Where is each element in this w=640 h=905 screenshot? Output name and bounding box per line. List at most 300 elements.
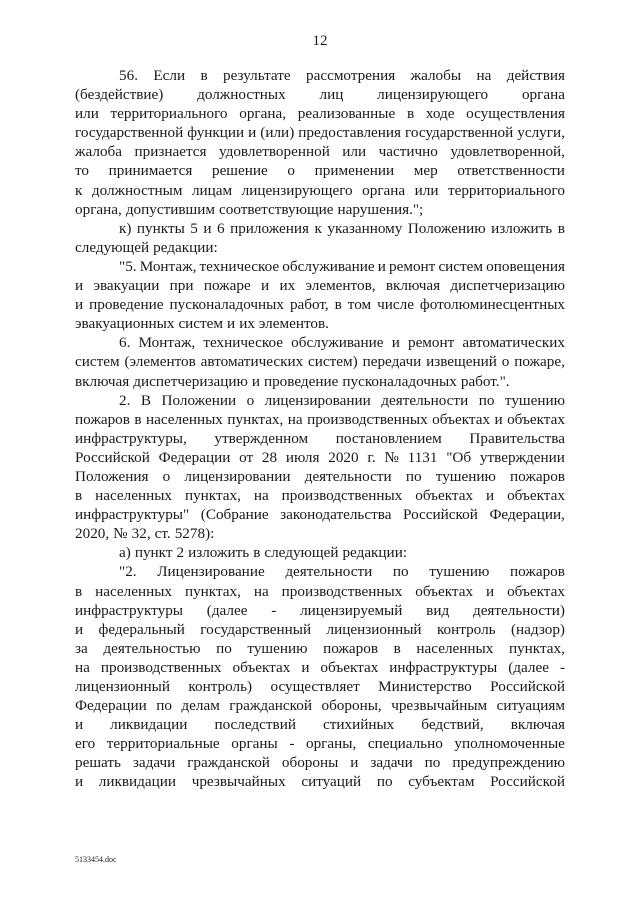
text-line (75, 620, 565, 639)
text-word: Российской (490, 678, 565, 695)
document-file-name: 5133454.doc (75, 855, 117, 864)
text-word: результате (223, 67, 291, 84)
text-line (75, 391, 565, 410)
text-word: органы, (305, 735, 357, 753)
text-word: на (253, 487, 269, 505)
text-word: по (478, 391, 495, 409)
text-word: 2020 (328, 448, 359, 466)
text-word: приложения (230, 219, 309, 237)
text-word: № (113, 525, 128, 543)
text-line (75, 658, 565, 677)
text-word: деятельности (285, 563, 373, 581)
text-word: пусконаладочных (342, 372, 457, 390)
text-word: решение (211, 162, 268, 180)
text-word: гражданской (229, 697, 313, 715)
text-word: и (203, 219, 212, 237)
text-word: органа, (239, 105, 287, 123)
text-word: инфраструктуры" (75, 506, 190, 524)
text-word: пожаре, (514, 353, 565, 371)
text-word: субъектам (408, 773, 475, 791)
text-word: 1131 (407, 448, 438, 466)
text-word: - (271, 601, 277, 619)
text-word: (надзор) (511, 620, 565, 638)
text-word: фотолюминесцентных (419, 296, 565, 314)
text-line (75, 200, 565, 219)
text-word: (Собрание (200, 506, 269, 524)
text-word: утвержденном (214, 429, 309, 447)
text-word: о (287, 162, 295, 180)
text-word: лицензионный (326, 620, 422, 638)
text-line (75, 181, 565, 200)
text-word: ремонт (389, 257, 436, 275)
text-word: 5278): (174, 525, 215, 543)
text-word: работ, (289, 296, 329, 314)
text-line (75, 66, 565, 85)
text-word: органы (231, 735, 278, 753)
text-word: обслуживание (291, 334, 384, 352)
text-word: лицензионный (75, 678, 171, 695)
text-line (75, 219, 565, 238)
text-word: на (476, 67, 492, 84)
text-word: допустившим (125, 200, 215, 218)
text-word: Если (153, 67, 186, 84)
text-word: оповещения (486, 257, 565, 275)
text-word: осуществляет (270, 678, 360, 695)
text-word: пунктах, (508, 639, 565, 657)
text-line (75, 104, 565, 123)
text-word: (или) (260, 124, 295, 142)
text-word: должностных (197, 86, 286, 104)
text-line (75, 505, 565, 524)
text-word: пожаров (75, 410, 130, 428)
text-word: и (377, 257, 386, 275)
text-word: от (239, 448, 254, 466)
text-word: жалоба (75, 143, 123, 161)
text-word: о (246, 391, 255, 409)
text-word: пожаров (323, 639, 379, 657)
text-word: Лицензирование (157, 563, 265, 581)
text-word: гражданской (187, 754, 270, 772)
text-word: частично (378, 143, 438, 161)
text-word: "5. (119, 257, 137, 275)
text-word: № (384, 448, 399, 466)
text-word: инфраструктуры (75, 601, 183, 619)
text-line (75, 352, 565, 371)
text-word: указанному (327, 219, 403, 237)
text-word: населенных (145, 410, 223, 428)
text-word: автоматических (200, 353, 304, 371)
text-word: эвакуационных (75, 315, 175, 333)
text-word: Российской (403, 506, 478, 524)
text-word: "2. (119, 563, 137, 581)
text-word: задачи (132, 754, 176, 772)
text-line (75, 543, 565, 562)
text-word: в (75, 582, 83, 600)
text-word: и (301, 658, 310, 676)
text-line (75, 295, 565, 314)
text-word: пусконаладочных (169, 296, 284, 314)
text-line (75, 601, 565, 620)
text-word: производственных (100, 658, 222, 676)
text-word: деятельностью (103, 639, 201, 657)
text-word: тушению (247, 639, 308, 657)
text-word: специально (367, 735, 443, 753)
text-word: деятельности (304, 467, 392, 485)
text-word: государственной (75, 124, 184, 142)
text-word: лицензирующего (377, 86, 489, 104)
text-word: 5 (190, 219, 198, 237)
text-word: бедствий, (421, 716, 484, 734)
text-line (75, 429, 565, 448)
text-word: территориального (447, 181, 565, 199)
text-word: следующей (75, 238, 150, 256)
text-word: функции (187, 124, 245, 142)
text-line (75, 161, 565, 180)
text-word: объектах (507, 487, 565, 505)
text-word: техническое (203, 334, 284, 352)
text-word: (далее (508, 658, 549, 676)
text-word: вид (426, 601, 450, 619)
text-word: 2020, (75, 525, 110, 543)
text-word: в (557, 219, 565, 237)
text-word: законодательства (280, 506, 392, 524)
text-word: по (392, 563, 409, 581)
text-word: лицам (191, 181, 233, 199)
text-word: в (134, 410, 142, 428)
text-word: производственных (281, 487, 403, 505)
text-word: контроль) (188, 678, 253, 695)
text-word: эвакуации (93, 277, 160, 295)
text-word: стихийных (322, 716, 395, 734)
text-word: и (75, 716, 84, 734)
text-line (75, 467, 565, 486)
text-line (75, 85, 565, 104)
text-word: объектах (232, 658, 291, 676)
text-word: числе (377, 296, 414, 314)
text-line (75, 142, 565, 161)
text-word: тушению (435, 467, 496, 485)
text-word: - (289, 735, 295, 753)
text-line (75, 448, 565, 467)
text-word: следующей (264, 544, 339, 562)
text-word: и (227, 315, 236, 333)
text-word: тушению (504, 391, 565, 409)
text-word: инфраструктуры (389, 658, 498, 676)
text-word: постановлением (335, 429, 442, 447)
text-word: а) (119, 544, 131, 562)
text-word: чрезвычайным (391, 697, 488, 715)
text-word: диспетчеризацию (133, 372, 248, 390)
text-word: и (261, 277, 270, 295)
text-word: ликвидации (98, 773, 177, 791)
text-word: к) (119, 219, 132, 237)
text-word: ответственности (457, 162, 565, 180)
text-word: Российской (75, 448, 150, 466)
text-word: 32, (131, 525, 151, 543)
text-word: (элементов (124, 353, 196, 371)
text-word: по (216, 639, 232, 657)
text-word: ст. (154, 525, 171, 543)
text-word: к (75, 181, 83, 199)
text-word: пунктах, (227, 410, 284, 428)
text-word: Российской (490, 773, 565, 791)
text-word: о (162, 467, 171, 485)
text-word: (далее (206, 601, 248, 619)
text-word: реализованные (297, 105, 396, 123)
text-word: последствий (214, 716, 296, 734)
text-word: ходе (425, 105, 455, 123)
text-word: уполномоченные (454, 735, 565, 753)
text-word: и (75, 620, 84, 638)
text-word: объектах (432, 410, 491, 428)
text-word: ликвидации (110, 716, 188, 734)
text-word: автоматических (462, 334, 565, 352)
text-word: обороны, (321, 697, 382, 715)
text-word: их (279, 277, 296, 295)
text-word: 6. (119, 334, 131, 352)
text-word: инфраструктуры, (75, 429, 187, 447)
text-word: органа (362, 181, 406, 199)
text-word: в (253, 544, 261, 562)
text-line (75, 734, 565, 753)
text-word: удовлетворенной, (450, 143, 565, 161)
text-word: по (376, 773, 393, 791)
text-line (75, 524, 565, 543)
text-word: предоставления (298, 124, 402, 142)
text-line (75, 715, 565, 734)
text-word: пунктах, (184, 582, 241, 600)
text-word: производственных (307, 410, 428, 428)
text-word: и (486, 487, 495, 505)
text-word: диспетчеризацию (450, 277, 565, 295)
text-word: систем (438, 257, 484, 275)
text-word: или (342, 143, 367, 161)
text-word: - (559, 658, 565, 676)
text-word: редакции: (342, 544, 408, 562)
text-word: государственной (405, 124, 514, 142)
text-word: систем (178, 315, 224, 333)
text-word: редакции: (153, 238, 218, 256)
text-word: деятельности (381, 391, 469, 409)
text-word: Правительства (469, 429, 565, 447)
text-word: в (75, 487, 83, 505)
text-word: или (75, 105, 99, 123)
text-word: июля (285, 448, 320, 466)
text-word: территориальные (106, 735, 220, 753)
text-line (75, 582, 565, 601)
text-word: Федерации, (489, 506, 565, 524)
text-word: 56. (119, 67, 138, 84)
text-word: (бездействие) (75, 86, 164, 104)
text-word: услуги, (517, 124, 565, 142)
text-line (75, 677, 565, 696)
text-word: объектах (320, 658, 379, 676)
text-word: Монтаж, (138, 334, 196, 352)
text-word: утверждении (479, 448, 565, 466)
text-line (75, 410, 565, 429)
text-word: Министерство (378, 678, 472, 695)
text-word: пожаров (510, 563, 565, 581)
text-line (75, 372, 565, 391)
text-word: нарушения."; (337, 200, 424, 218)
text-word: г. (367, 448, 376, 466)
text-word: пунктах, (184, 487, 241, 505)
text-word: элементов, (305, 277, 376, 295)
text-line (75, 486, 565, 505)
text-word: и (75, 277, 84, 295)
text-word: обороны (281, 754, 339, 772)
text-line (75, 562, 565, 581)
text-word: осуществления (466, 105, 565, 123)
text-word: населенных (95, 487, 173, 505)
text-word: 2 (176, 544, 185, 562)
text-word: чрезвычайных (191, 773, 286, 791)
text-word: территориального (110, 105, 228, 123)
text-word: или (414, 181, 439, 199)
text-word: работ.". (460, 372, 510, 390)
text-word: систем) (308, 353, 358, 371)
text-word: проведение (89, 296, 164, 314)
text-word: соответствующие (218, 200, 334, 218)
text-word: извещений (426, 353, 497, 371)
text-word: Монтаж, (139, 257, 197, 275)
text-word: рассмотрения (306, 67, 396, 84)
text-word: на (75, 658, 90, 676)
text-word: тушению (429, 563, 490, 581)
text-word: объектах (507, 410, 565, 428)
text-line (75, 238, 565, 257)
page-number: 12 (312, 33, 328, 49)
text-word: ремонт (407, 334, 455, 352)
text-word: элементов. (258, 315, 329, 333)
text-word: их (239, 315, 255, 333)
text-word: "Об (446, 448, 472, 466)
text-word: на (287, 410, 303, 428)
text-word: включая (385, 277, 441, 295)
text-word: включая (510, 716, 565, 734)
text-line (75, 257, 565, 276)
text-word: лицензировании (264, 391, 371, 409)
text-word: пункты (136, 219, 185, 237)
text-word: Положению (407, 219, 486, 237)
text-word: и (251, 372, 260, 390)
text-word: и (391, 334, 400, 352)
text-word: государственный (200, 620, 312, 638)
text-word: удовлетворенной (218, 143, 330, 161)
text-word: органа (521, 86, 565, 104)
text-word: применении (314, 162, 395, 180)
text-word: объектах (415, 582, 474, 600)
text-word: ситуациям (496, 697, 565, 715)
text-word: действия (506, 67, 565, 84)
text-word: передачи (362, 353, 422, 371)
text-word: признается (134, 143, 207, 161)
text-word: техническое (199, 257, 280, 275)
text-word: проведение (263, 372, 339, 390)
text-word: за (75, 639, 88, 657)
text-word: его (75, 735, 96, 753)
text-word: производственных (281, 582, 403, 600)
text-word: решать (75, 754, 121, 772)
text-word: пожаров (510, 467, 565, 485)
text-word: и (75, 773, 84, 791)
text-word: федеральный (98, 620, 185, 638)
text-word: том (347, 296, 372, 314)
text-word: деятельности) (472, 601, 565, 619)
text-word: на (253, 582, 269, 600)
text-word: объектах (507, 582, 565, 600)
text-word: лицензировании (184, 467, 291, 485)
text-line (75, 276, 565, 295)
text-word: объектах (415, 487, 474, 505)
text-word: лицензируемый (300, 601, 403, 619)
text-word: по (156, 697, 172, 715)
text-word: лицензирующего (241, 181, 353, 199)
text-word: лиц (319, 86, 344, 104)
text-word: контроль (436, 620, 496, 638)
text-word: то (75, 162, 90, 180)
text-word: должностным (91, 181, 183, 199)
text-word: ситуаций (301, 773, 362, 791)
text-word: населенных (95, 582, 173, 600)
text-word: обслуживание (282, 257, 375, 275)
text-word: в (200, 67, 208, 84)
text-word: о (501, 353, 510, 371)
text-word: систем (75, 353, 120, 371)
text-word: 28 (261, 448, 278, 466)
text-word: В (140, 391, 152, 409)
text-word: включая (75, 372, 130, 390)
text-word: населенных (416, 639, 494, 657)
text-word: изложить (188, 544, 250, 562)
text-word: при (169, 277, 194, 295)
text-word: жалобы (410, 67, 462, 84)
text-word: Положения (75, 467, 149, 485)
text-word: по (405, 467, 422, 485)
text-word: 2. (119, 391, 131, 409)
text-word: в (334, 296, 342, 314)
text-line (75, 696, 565, 715)
text-line (75, 639, 565, 658)
text-line (75, 333, 565, 352)
text-word: Положении (161, 391, 237, 409)
text-line (75, 772, 565, 791)
text-word: и (350, 754, 359, 772)
text-word: Федерации (158, 448, 231, 466)
text-word: в (393, 639, 401, 657)
text-word: и (75, 296, 84, 314)
text-word: изложить (491, 219, 553, 237)
text-word: по (424, 754, 441, 772)
text-word: 6 (216, 219, 225, 237)
text-word: предупреждению (452, 754, 565, 772)
text-word: задачи (370, 754, 413, 772)
text-word: Федерации (75, 697, 147, 715)
text-word: органа, (75, 200, 122, 218)
text-word: пожаре (203, 277, 251, 295)
text-word: к (314, 219, 322, 237)
text-word: принимается (108, 162, 193, 180)
text-line (75, 123, 565, 142)
text-word: мер (413, 162, 438, 180)
document-body-text (75, 66, 565, 792)
text-line (75, 314, 565, 333)
text-word: делам (181, 697, 220, 715)
text-line (75, 753, 565, 772)
text-word: в (406, 105, 415, 123)
text-word: и (494, 410, 503, 428)
text-word: и (248, 124, 257, 142)
